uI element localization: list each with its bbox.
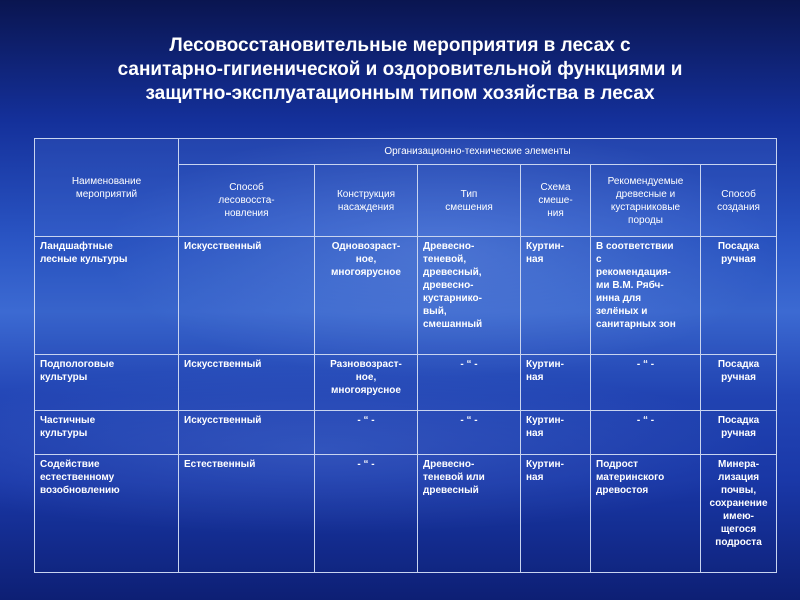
row-method: Искусственный — [179, 237, 315, 355]
row-species: - “ - — [591, 355, 701, 411]
row-method: Естественный — [179, 455, 315, 573]
subheader-scheme: Схема смеше- ния — [521, 165, 591, 237]
row-creation: Минера- лизация почвы, сохранение имею- щегося подроста — [701, 455, 777, 573]
row-mix-type: - “ - — [418, 355, 521, 411]
row-creation: Посадка ручная — [701, 411, 777, 455]
title-line-1: Лесовосстановительные мероприятия в лесах с — [169, 35, 631, 56]
slide-title — [20, 34, 780, 106]
row-method: Искусственный — [179, 355, 315, 411]
title-line-3: защитно-эксплуатационным типом хозяйства в лесах — [145, 83, 655, 104]
subheader-species: Рекомендуемые древесные и кустарниковые породы — [591, 165, 701, 237]
table-row — [35, 355, 777, 411]
row-creation: Посадка ручная — [701, 355, 777, 411]
row-species: Подрост материнского древостоя — [591, 455, 701, 573]
row-species: В соответствии с рекомендация- ми В.М. Рябч- инна для зелёных и санитарных зон — [591, 237, 701, 355]
row-mix-type: Древесно- теневой или древесный — [418, 455, 521, 573]
row-construction: - “ - — [315, 411, 418, 455]
row-method: Искусственный — [179, 411, 315, 455]
row-construction: Разновозраст- ное, многоярусное — [315, 355, 418, 411]
header-group: Организационно-технические элементы — [179, 139, 777, 165]
subheader-construction: Конструкция насаждения — [315, 165, 418, 237]
table-row — [35, 411, 777, 455]
subheader-creation: Способ создания — [701, 165, 777, 237]
row-scheme: Куртин- ная — [521, 455, 591, 573]
row-scheme: Куртин- ная — [521, 237, 591, 355]
row-creation: Посадка ручная — [701, 237, 777, 355]
title-line-2: санитарно-гигиенической и оздоровительной функциями и — [117, 59, 683, 80]
row-mix-type: - “ - — [418, 411, 521, 455]
subheader-method: Способ лесовосста- новления — [179, 165, 315, 237]
row-name: Содействие естественному возобновлению — [35, 455, 179, 573]
subheader-mix-type: Тип смешения — [418, 165, 521, 237]
row-scheme: Куртин- ная — [521, 411, 591, 455]
row-construction: Одновозраст- ное, многоярусное — [315, 237, 418, 355]
header-name: Наименование мероприятий — [35, 139, 179, 237]
row-name: Подпологовые культуры — [35, 355, 179, 411]
row-species: - “ - — [591, 411, 701, 455]
row-scheme: Куртин- ная — [521, 355, 591, 411]
row-mix-type: Древесно- теневой, древесный, древесно- кустарнико- вый, смешанный — [418, 237, 521, 355]
measures-table — [34, 138, 777, 573]
row-name: Ландшафтные лесные культуры — [35, 237, 179, 355]
row-construction: - “ - — [315, 455, 418, 573]
row-name: Частичные культуры — [35, 411, 179, 455]
table-row — [35, 237, 777, 355]
table-row — [35, 455, 777, 573]
